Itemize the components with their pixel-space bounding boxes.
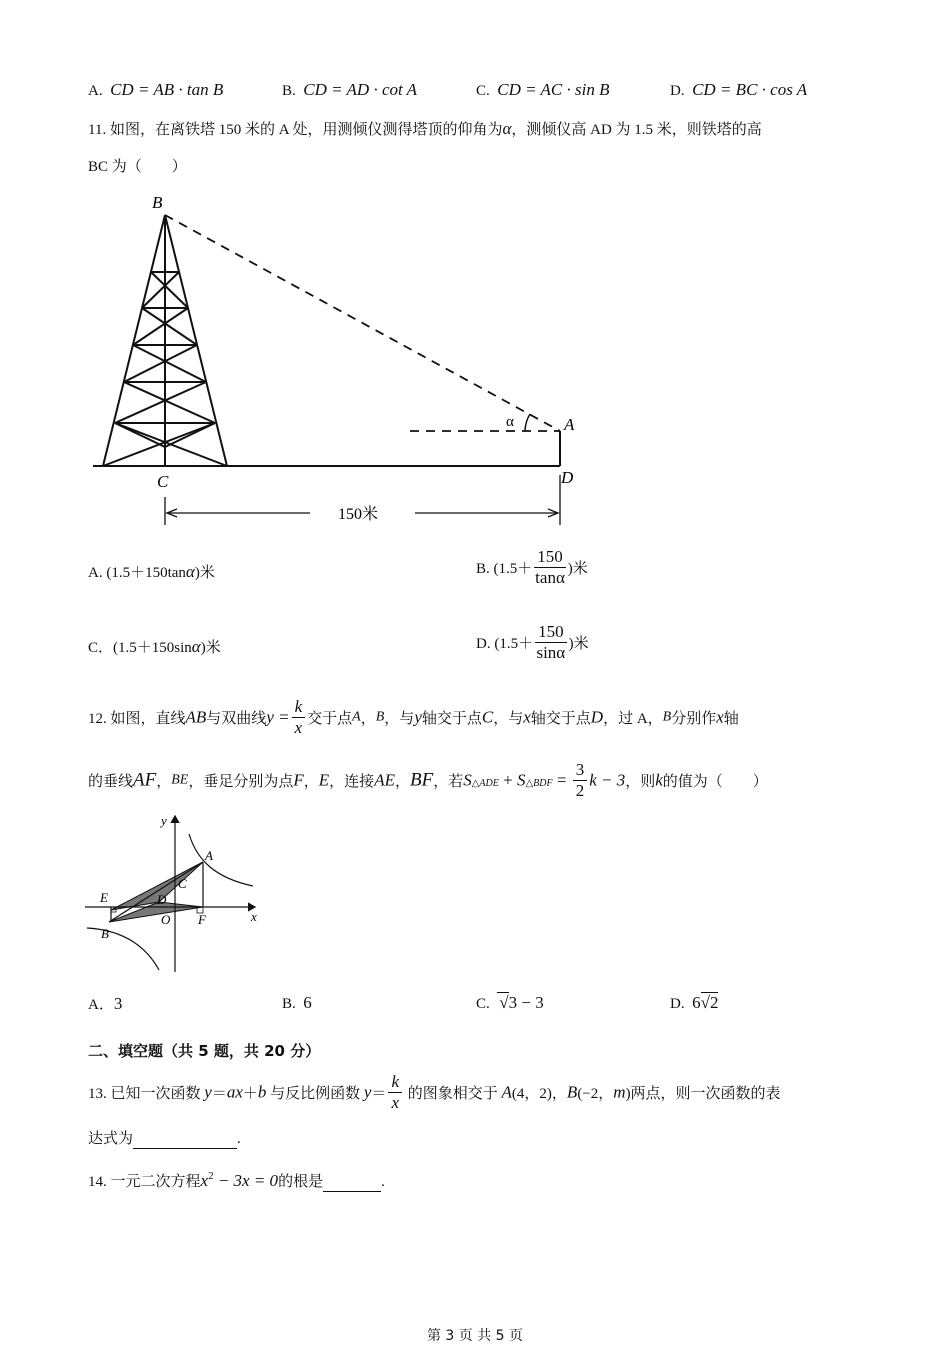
tower-left-leg <box>103 215 165 466</box>
alpha-arc <box>525 414 530 431</box>
label-d: D <box>561 468 574 487</box>
section-heading-fill-in: 二、填空题（共 5 题，共 20 分） <box>88 1042 321 1060</box>
q10-option-c: C. CD = AC · sin B <box>476 80 610 99</box>
sqrt-icon: √ <box>700 993 710 1012</box>
label-o: O <box>161 912 171 927</box>
label-x: x <box>251 909 257 924</box>
q14-stem: 14. 一元二次方程$x^2 - 3x = 0$的根是 . <box>88 1170 385 1190</box>
tower-right-leg <box>165 215 227 466</box>
label-d: D <box>157 892 167 907</box>
label-b: B <box>152 193 163 212</box>
q12-stem-line1: 12. 如图，直线AB与双曲线y = $\frac{k}{x}$ 交于点A，B，与y轴交于点C，与x轴交于点D，过 A，B分别作x轴 <box>88 697 739 737</box>
label-c: C <box>178 876 187 891</box>
q13-answer-blank[interactable] <box>133 1131 237 1149</box>
label-f: F <box>198 912 206 927</box>
q12-hyperbola-figure <box>85 810 270 975</box>
label-b: B <box>101 926 109 941</box>
q11-stem-line2: BC 为（ ） <box>88 159 187 175</box>
q13-stem-line1: 13. 已知一次函数 y＝ax＋b 与反比例函数 y＝ $\frac{k}{x}$ 的图象相交于 A(4，2)，B(−2，m)两点，则一次函数的表 <box>88 1072 781 1112</box>
q14-answer-blank[interactable] <box>323 1174 381 1192</box>
label-c: C <box>157 472 169 491</box>
label-a: A <box>564 415 575 434</box>
q11-tower-figure <box>85 185 605 535</box>
q13-stem-line2: 达式为 . <box>88 1131 241 1147</box>
label-e: E <box>100 890 108 905</box>
label-alpha: α <box>506 414 514 430</box>
sight-line-ab <box>165 215 560 431</box>
q11-stem-line1: 11. 如图，在离铁塔 150 米的 A 处，用测倾仪测得塔顶的仰角为α，测倾仪高 AD 为 1.5 米，则铁塔的高 <box>88 119 762 138</box>
label-y: y <box>161 813 167 828</box>
q11-option-c: C．(1.5＋150sinα)米 <box>88 637 221 656</box>
label-distance: 150米 <box>338 506 379 523</box>
sqrt-icon: √ <box>499 993 509 1012</box>
q10-option-a: A. CD = AB · tan B <box>88 80 224 99</box>
q12-option-b: B. 6 <box>282 993 312 1012</box>
q11-option-a: A. (1.5＋150tanα)米 <box>88 562 215 581</box>
q10-option-d: D. CD = BC · cos A <box>670 80 808 99</box>
page-footer: 第 3 页 共 5 页 <box>426 1328 524 1344</box>
q12-option-d: D. 6√2 <box>670 993 719 1012</box>
hyperbola-branch-1 <box>189 834 253 886</box>
q10-option-b: B. CD = AD · cot A <box>282 80 418 99</box>
q11-option-b: B. (1.5＋ $\frac{150}{\tan\alpha}$ )米 <box>476 547 588 587</box>
label-a: A <box>205 848 213 863</box>
q12-option-a: A．3 <box>88 994 123 1013</box>
hyperbola-branch-2 <box>87 928 159 970</box>
q12-stem-line2: 的垂线AF，BE，垂足分别为点F，E，连接AE，BF，若$S_{\triangle ADE} + S_{\triangle BDF}$ = $\frac{3}{2}$ k − 3，则k的值为（ ） <box>88 760 768 800</box>
q12-option-c: C. √3 − 3 <box>476 993 544 1012</box>
q11-option-d: D. (1.5＋ $\frac{150}{\sin\alpha}$ )米 <box>476 622 589 662</box>
